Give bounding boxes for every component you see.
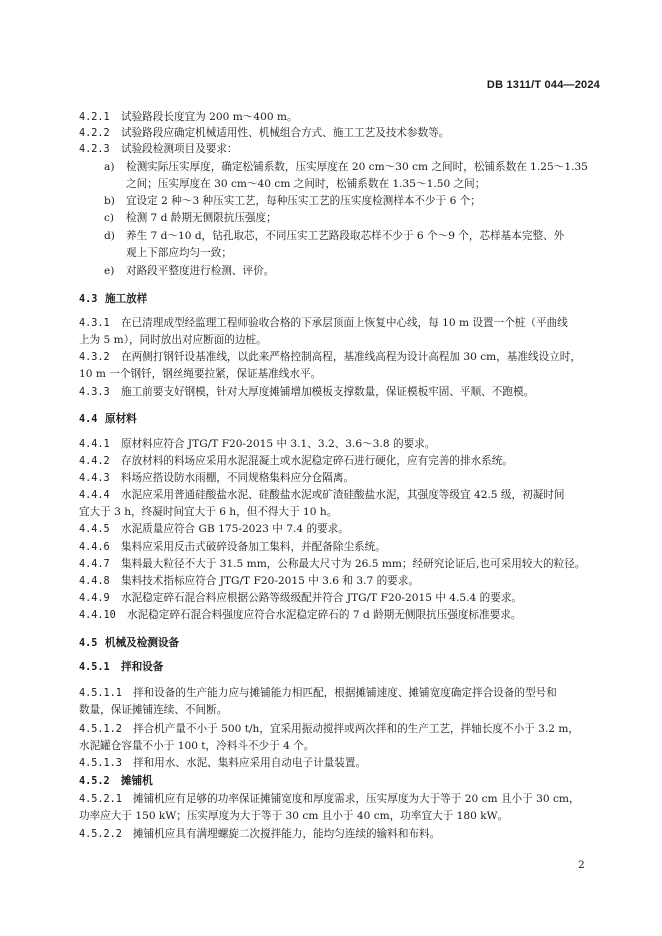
clause-number: 4.5.2.2 <box>79 829 122 840</box>
clause-number: 4.5.1.1 <box>79 688 122 699</box>
clause-number: 4.2.2 <box>79 128 110 139</box>
clause-text: 水泥质量应符合 GB 175-2023 中 7.4 的要求。 <box>121 523 349 535</box>
clause-4-4-10 <box>79 608 600 623</box>
clause-number: 4.4.1 <box>79 439 110 450</box>
section-number: 4.5.1 <box>79 662 110 673</box>
list-item-d-line1: 养生 7 d～10 d，钻孔取芯，不同压实工艺路段取芯样不少于 6 个～9 个，芯样基本完整、外 <box>126 230 565 242</box>
clause-text: 试验路段长度宜为 200 m～400 m。 <box>121 111 298 123</box>
clause-4-5-2-1-line2: 功率应大于 150 kW；压实厚度为大于等于 30 cm 且小于 40 cm，功率宜大于 180 kW。 <box>79 810 509 822</box>
section-title: 机械及检测设备 <box>105 637 180 649</box>
clause-4-4-2 <box>79 454 600 469</box>
document-code: DB 1311/T 044—2024 <box>486 79 600 91</box>
list-item-a-line1: 检测实际压实厚度，确定松铺系数，压实厚度在 20 cm～30 cm 之间时，松铺系数在 1.25～1.35 <box>126 161 588 173</box>
page-number: 2 <box>578 859 585 871</box>
clause-text: 存放材料的料场应采用水泥混凝土或水泥稳定碎石进行硬化，应有完善的排水系统。 <box>121 455 513 467</box>
clause-4-5-1-1-line1 <box>79 686 600 701</box>
clause-4-4-6 <box>79 540 600 555</box>
section-4-5-2-heading <box>79 774 600 789</box>
section-4-3-heading <box>79 292 600 307</box>
clause-text: 集料技术指标应符合 JTG/T F20-2015 中 3.6 和 3.7 的要求。 <box>121 575 419 587</box>
clause-text: 拌合机产量不小于 500 t/h，宜采用振动搅拌或两次拌和的生产工艺，拌轴长度不小于 3.2 m， <box>133 723 580 735</box>
clause-number: 4.5.2.1 <box>79 794 122 805</box>
clause-4-3-2-line2: 10 m 一个钢钎，钢丝绳要拉紧，保证基准线水平。 <box>79 368 322 380</box>
clause-4-2-1 <box>79 110 600 125</box>
list-item-c: 检测 7 d 龄期无侧限抗压强度； <box>126 212 277 224</box>
clause-number: 4.4.8 <box>79 576 110 587</box>
clause-4-5-1-3 <box>79 756 600 771</box>
clause-number: 4.5.1.3 <box>79 758 122 769</box>
section-number: 4.5 <box>79 638 98 649</box>
clause-4-3-1-line2: 上为 5 m），同时放出对应断面的边桩。 <box>79 334 267 346</box>
list-item-a-line2: 之间；压实厚度在 30 cm～40 cm 之间时，松铺系数在 1.35～1.50 之间； <box>126 178 486 190</box>
clause-4-4-8 <box>79 574 600 589</box>
clause-4-4-1 <box>79 437 600 452</box>
section-title: 施工放样 <box>105 293 148 305</box>
list-marker-b: b) <box>104 195 115 207</box>
clause-4-4-5 <box>79 522 600 537</box>
clause-4-4-4-line2: 宜大于 3 h，终凝时间宜大于 6 h，但不得大于 10 h。 <box>79 506 338 518</box>
clause-number: 4.3.3 <box>79 387 110 398</box>
clause-number: 4.3.2 <box>79 352 110 363</box>
clause-4-5-1-2-line1 <box>79 722 600 737</box>
clause-text: 摊铺机应有足够的功率保证摊铺宽度和厚度需求，压实厚度为大于等于 20 cm 且小于 30 cm， <box>133 793 580 805</box>
list-marker-c: c) <box>104 212 115 224</box>
section-number: 4.4 <box>79 414 98 425</box>
clause-4-3-1-line1 <box>79 316 600 331</box>
clause-4-2-3 <box>79 142 600 157</box>
list-item-e: 对路段平整度进行检测、评价。 <box>126 265 275 277</box>
list-marker-a: a) <box>104 161 115 173</box>
clause-text: 水泥稳定碎石混合料强度应符合水泥稳定碎石的 7 d 龄期无侧限抗压强度标准要求。 <box>127 609 522 621</box>
clause-text: 水泥应采用普通硅酸盐水泥、硅酸盐水泥或矿渣硅酸盐水泥，其强度等级宜 42.5 级，初凝时间 <box>121 489 565 501</box>
clause-text: 试验段检测项目及要求： <box>121 143 238 155</box>
clause-text: 拌和设备的生产能力应与摊铺能力相匹配，根据摊铺速度、摊铺宽度确定拌合设备的型号和 <box>133 687 557 699</box>
clause-text: 施工前要支好钢模，针对大厚度摊铺增加模板支撑数量，保证模板牢固、平顺、不跑模。 <box>121 386 535 398</box>
clause-number: 4.2.3 <box>79 144 110 155</box>
section-title: 拌和设备 <box>121 661 164 673</box>
clause-text: 拌和用水、水泥、集料应采用自动电子计量装置。 <box>133 757 367 769</box>
clause-4-2-2 <box>79 126 600 141</box>
clause-text: 在已清理成型经监理工程师验收合格的下承层顶面上恢复中心线，每 10 m 设置一个桩（平曲线 <box>121 317 568 329</box>
clause-number: 4.4.3 <box>79 473 110 484</box>
clause-text: 摊铺机应具有满埋螺旋二次搅拌能力，能均匀连续的输料和布料。 <box>133 828 441 840</box>
section-title: 摊铺机 <box>121 775 153 787</box>
section-number: 4.3 <box>79 294 98 305</box>
clause-4-4-4-line1 <box>79 488 600 503</box>
clause-4-4-7 <box>79 557 600 572</box>
clause-4-5-2-1-line1 <box>79 792 600 807</box>
clause-text: 料场应搭设防水雨棚，不同规格集料应分仓隔离。 <box>121 472 355 484</box>
clause-text: 原材料应符合 JTG/T F20-2015 中 3.1、3.2、3.6～3.8 的要求。 <box>121 438 436 450</box>
clause-number: 4.4.10 <box>79 610 116 621</box>
clause-number: 4.2.1 <box>79 112 110 123</box>
clause-number: 4.4.7 <box>79 559 110 570</box>
clause-number: 4.4.5 <box>79 524 110 535</box>
clause-text: 试验路段应确定机械适用性、机械组合方式、施工工艺及技术参数等。 <box>121 127 450 139</box>
section-4-5-heading <box>79 636 600 651</box>
clause-text: 集料最大粒径不大于 31.5 mm，公称最大尺寸为 26.5 mm；经研究论证后,也可采用较大的粒径。 <box>121 558 586 570</box>
clause-4-3-3 <box>79 385 600 400</box>
clause-number: 4.4.9 <box>79 593 110 604</box>
clause-text: 水泥稳定碎石混合料应根据公路等级级配并符合 JTG/T F20-2015 中 4.5.4 的要求。 <box>121 592 523 604</box>
clause-number: 4.5.1.2 <box>79 724 122 735</box>
clause-4-5-2-2 <box>79 827 600 842</box>
clause-4-4-3 <box>79 471 600 486</box>
list-marker-d: d) <box>104 230 115 242</box>
section-4-4-heading <box>79 412 600 427</box>
clause-4-4-9 <box>79 591 600 606</box>
clause-4-5-1-1-line2: 数量，保证摊铺连续、不间断。 <box>79 704 228 716</box>
section-title: 原材料 <box>105 413 137 425</box>
list-marker-e: e) <box>104 265 115 277</box>
clause-number: 4.4.4 <box>79 490 110 501</box>
section-number: 4.5.2 <box>79 776 110 787</box>
clause-number: 4.4.6 <box>79 542 110 553</box>
clause-text: 在两侧打钢钎设基准线，以此来严格控制高程，基准线高程为设计高程加 30 cm，基准线设立时， <box>121 351 581 363</box>
clause-number: 4.4.2 <box>79 456 110 467</box>
clause-number: 4.3.1 <box>79 318 110 329</box>
clause-4-3-2-line1 <box>79 350 600 365</box>
clause-4-5-1-2-line2: 水泥罐仓容量不小于 100 t，冷料斗不少于 4 个。 <box>79 740 315 752</box>
section-4-5-1-heading <box>79 660 600 675</box>
clause-text: 集料应采用反击式破碎设备加工集料，并配备除尘系统。 <box>121 541 386 553</box>
list-item-b: 宜设定 2 种～3 种压实工艺，每种压实工艺的压实度检测样本不少于 6 个； <box>126 195 481 207</box>
list-item-d-line2: 观上下部应均匀一致； <box>126 247 232 259</box>
